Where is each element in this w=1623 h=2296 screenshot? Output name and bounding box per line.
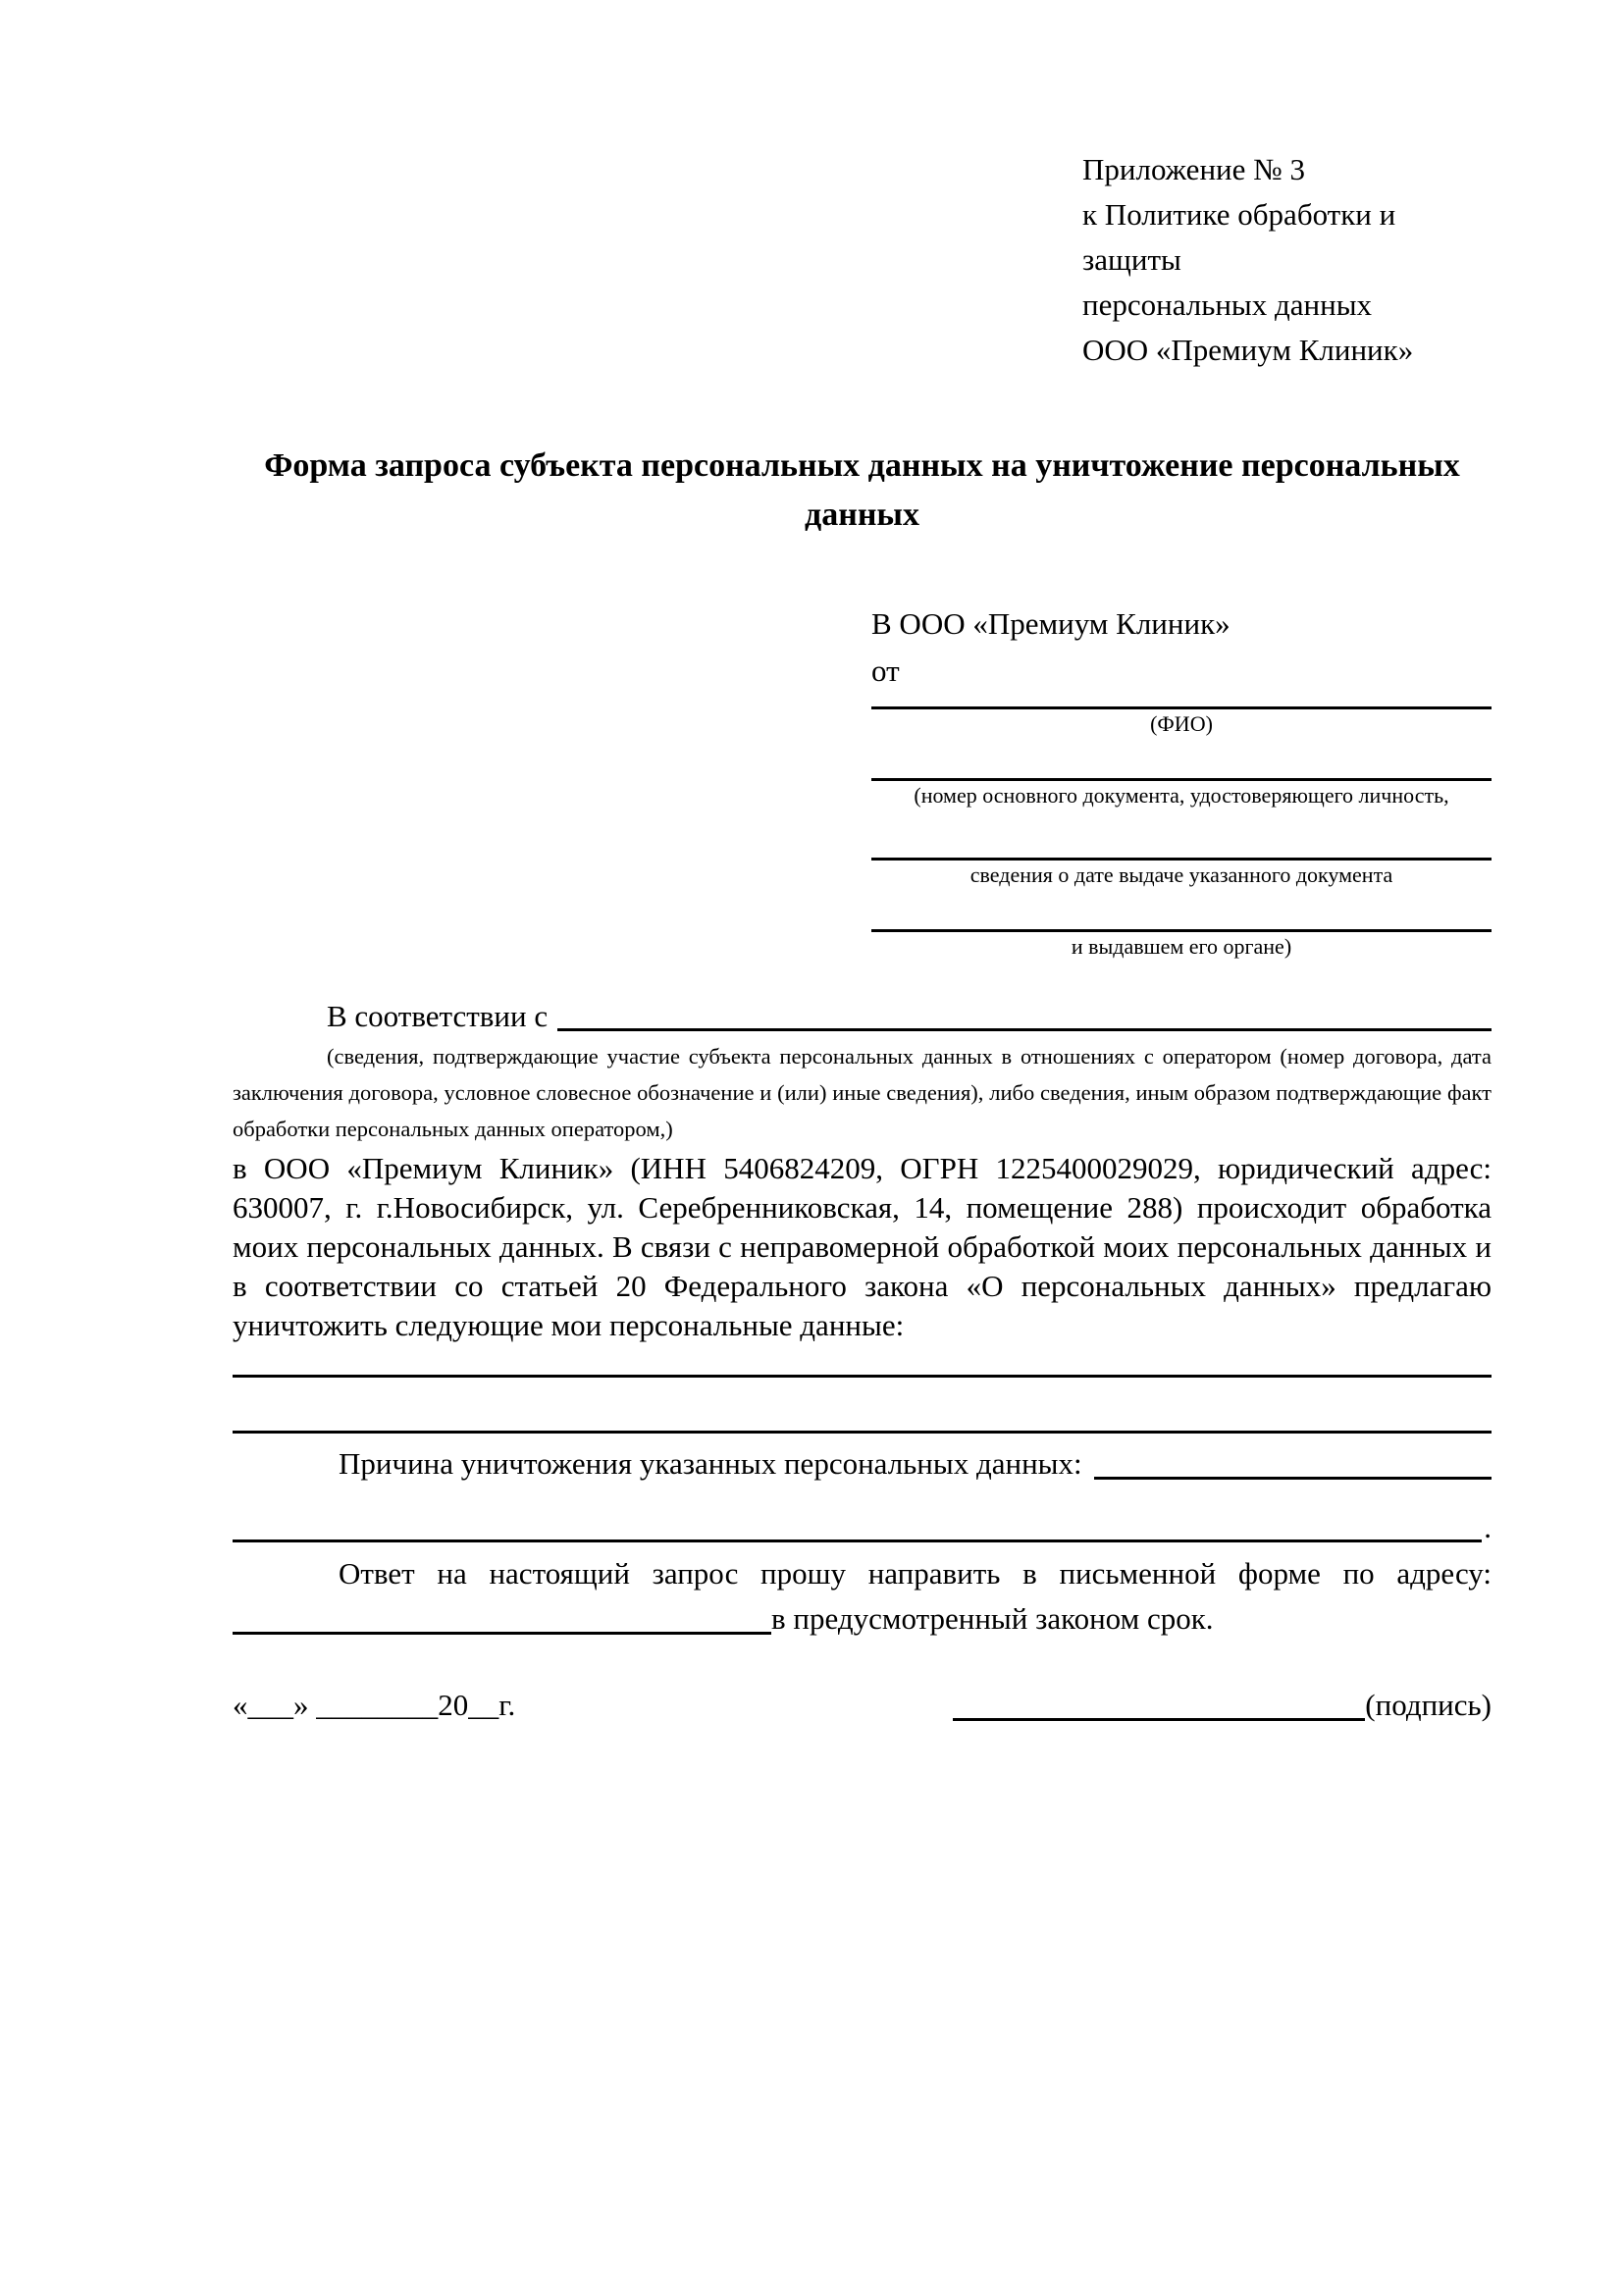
appendix-header-line: Приложение № 3: [1082, 152, 1305, 186]
appendix-header-line: к Политике обработки и защиты: [1082, 197, 1396, 277]
accordance-note: (сведения, подтверждающие участие субъекта персональных данных в отношениях с оператором (номер договора, дата заключения договора, условное словесное обозначение и (или) иные сведения), либо сведения, иным образом подтверждающие факт обработки персональных данных оператором,): [233, 1044, 1492, 1141]
signature-group: [953, 1685, 1492, 1726]
appendix-header-line: ООО «Премиум Клиник»: [1082, 333, 1414, 367]
answer-tail: в предусмотренный законом срок.: [771, 1601, 1214, 1636]
answer-address-row: [233, 1598, 1492, 1640]
reason-line-period: .: [1484, 1510, 1492, 1544]
signature-caption: (подпись): [1365, 1688, 1492, 1722]
document-number-field: [871, 774, 1492, 809]
reason-field-line: [1094, 1443, 1492, 1480]
fio-field-caption: (ФИО): [1150, 711, 1213, 736]
addressee-to: В ООО «Премиум Клиник»: [871, 606, 1230, 641]
data-to-destroy-line-1: [233, 1345, 1492, 1378]
answer-sentence: Ответ на настоящий запрос прошу направить в письменной форме по адресу:: [339, 1556, 1492, 1591]
document-issuer-field-caption: и выдавшем его органе): [1071, 934, 1292, 959]
fio-field: [871, 703, 1492, 737]
addressee-block: [871, 600, 1492, 960]
appendix-header-line: персональных данных: [1082, 287, 1373, 322]
fio-field-line: [871, 703, 1492, 709]
document-issue-date-field-caption: сведения о дате выдаче указанного документа: [969, 862, 1393, 887]
document-issue-date-field-line: [871, 854, 1492, 861]
document-number-field-line: [871, 774, 1492, 781]
accordance-field-line: [557, 997, 1492, 1031]
accordance-label: В соответствии с: [327, 999, 549, 1033]
accordance-row: [233, 997, 1492, 1036]
main-paragraph: в ООО «Премиум Клиник» (ИНН 5406824209, ОГРН 1225400029029, юридический адрес: 630007, г. г.Новосибирск, ул. Серебренниковская, 14, помещение 288) происходит обработка моих персональных данных. В связи с неправомерной обработкой моих персональных данных и в соответствии со статьей 20 Федерального закона «О персональных данных» предлагаю уничтожить следующие мои персональные данные:: [233, 1151, 1492, 1342]
date-blank: «___» ________20__г.: [233, 1688, 516, 1722]
reason-label: Причина уничтожения указанных персональных данных:: [339, 1446, 1082, 1481]
document-issue-date-field: [871, 854, 1492, 888]
document-title: Форма запроса субъекта персональных данных на уничтожение персональных данных: [264, 447, 1460, 533]
reason-continuation-line: [233, 1508, 1482, 1542]
answer-address-line: [233, 1598, 771, 1635]
signature-line: [953, 1685, 1365, 1721]
signature-row: [233, 1685, 1492, 1726]
appendix-header: [1082, 147, 1492, 373]
document-issuer-field: [871, 925, 1492, 960]
reason-continuation-row: [233, 1508, 1492, 1547]
addressee-from-label: от: [871, 653, 900, 688]
document-number-field-caption: (номер основного документа, удостоверяющего личность,: [914, 783, 1449, 808]
document-issuer-field-line: [871, 925, 1492, 932]
reason-row: [233, 1443, 1492, 1485]
data-to-destroy-line-2: [233, 1378, 1492, 1434]
